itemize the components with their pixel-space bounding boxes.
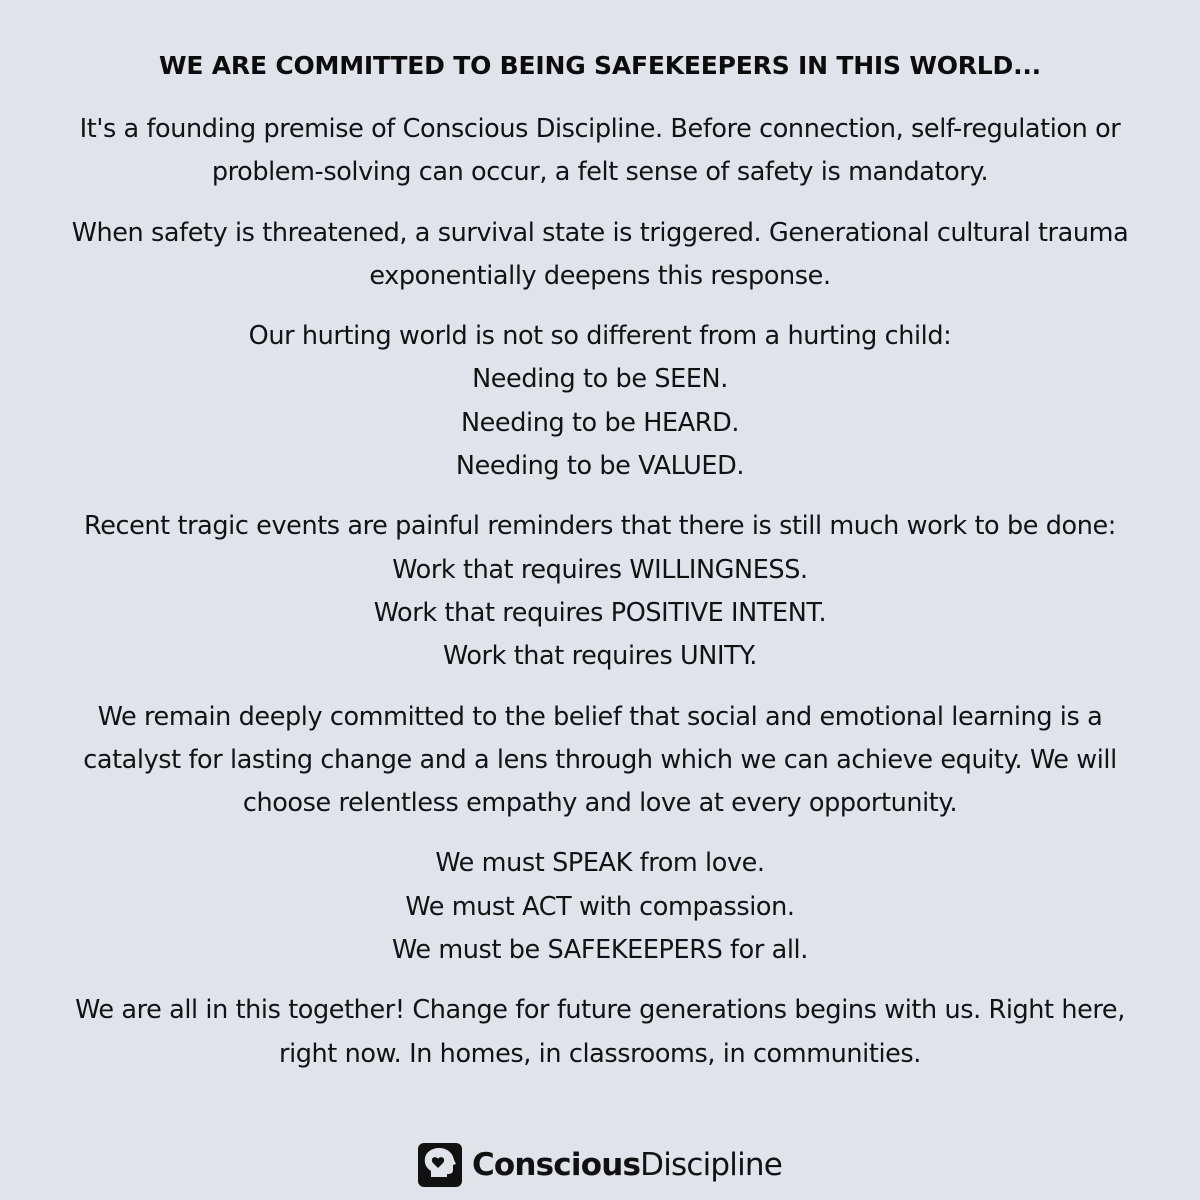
paragraph-hurting-world <box>30 315 1170 488</box>
paragraph-we-must <box>30 842 1170 972</box>
text-line: Work that requires POSITIVE INTENT. <box>373 597 827 628</box>
text-line: Work that requires UNITY. <box>443 641 757 672</box>
statement-body <box>30 108 1170 1093</box>
text-line: We must be SAFEKEEPERS for all. <box>392 935 808 966</box>
text-line: choose relentless empathy and love at every opportunity. <box>242 788 958 819</box>
text-line: We must SPEAK from love. <box>435 848 765 879</box>
text-line: Work that requires WILLINGNESS. <box>392 554 808 585</box>
text-line: exponentially deepens this response. <box>369 260 831 291</box>
paragraph-together <box>30 989 1170 1076</box>
text-line: When safety is threatened, a survival state is triggered. Generational cultural trauma <box>71 217 1129 248</box>
logo-word-conscious: Conscious <box>471 1147 641 1183</box>
text-line: We remain deeply committed to the belief that social and emotional learning is a <box>97 701 1103 732</box>
text-line: Needing to be HEARD. <box>460 407 740 438</box>
paragraph-recent-events <box>30 505 1170 678</box>
paragraph-commitment <box>30 696 1170 826</box>
conscious-discipline-logo <box>0 1143 1200 1187</box>
text-line: We must ACT with compassion. <box>405 891 795 922</box>
text-line: We are all in this together! Change for future generations begins with us. Right here, <box>75 995 1125 1026</box>
text-line: Recent tragic events are painful reminders that there is still much work to be done: <box>84 511 1116 542</box>
text-line: right now. In homes, in classrooms, in communities. <box>278 1038 922 1069</box>
text-line: problem-solving can occur, a felt sense of safety is mandatory. <box>211 157 989 188</box>
logo-wordmark <box>472 1147 782 1183</box>
paragraph-safety <box>30 212 1170 299</box>
text-line: Our hurting world is not so different from a hurting child: <box>248 321 952 352</box>
text-line: catalyst for lasting change and a lens through which we can achieve equity. We will <box>83 744 1117 775</box>
text-line: Needing to be SEEN. <box>472 364 728 395</box>
logo-heart-head-icon <box>418 1143 462 1187</box>
page-heading: WE ARE COMMITTED TO BEING SAFEKEEPERS IN THIS WORLD... <box>159 51 1041 80</box>
text-line: Needing to be VALUED. <box>455 451 745 482</box>
text-line: It's a founding premise of Conscious Discipline. Before connection, self-regulation or <box>79 114 1121 144</box>
logo-word-discipline: Discipline <box>640 1147 783 1183</box>
paragraph-premise <box>30 108 1170 195</box>
